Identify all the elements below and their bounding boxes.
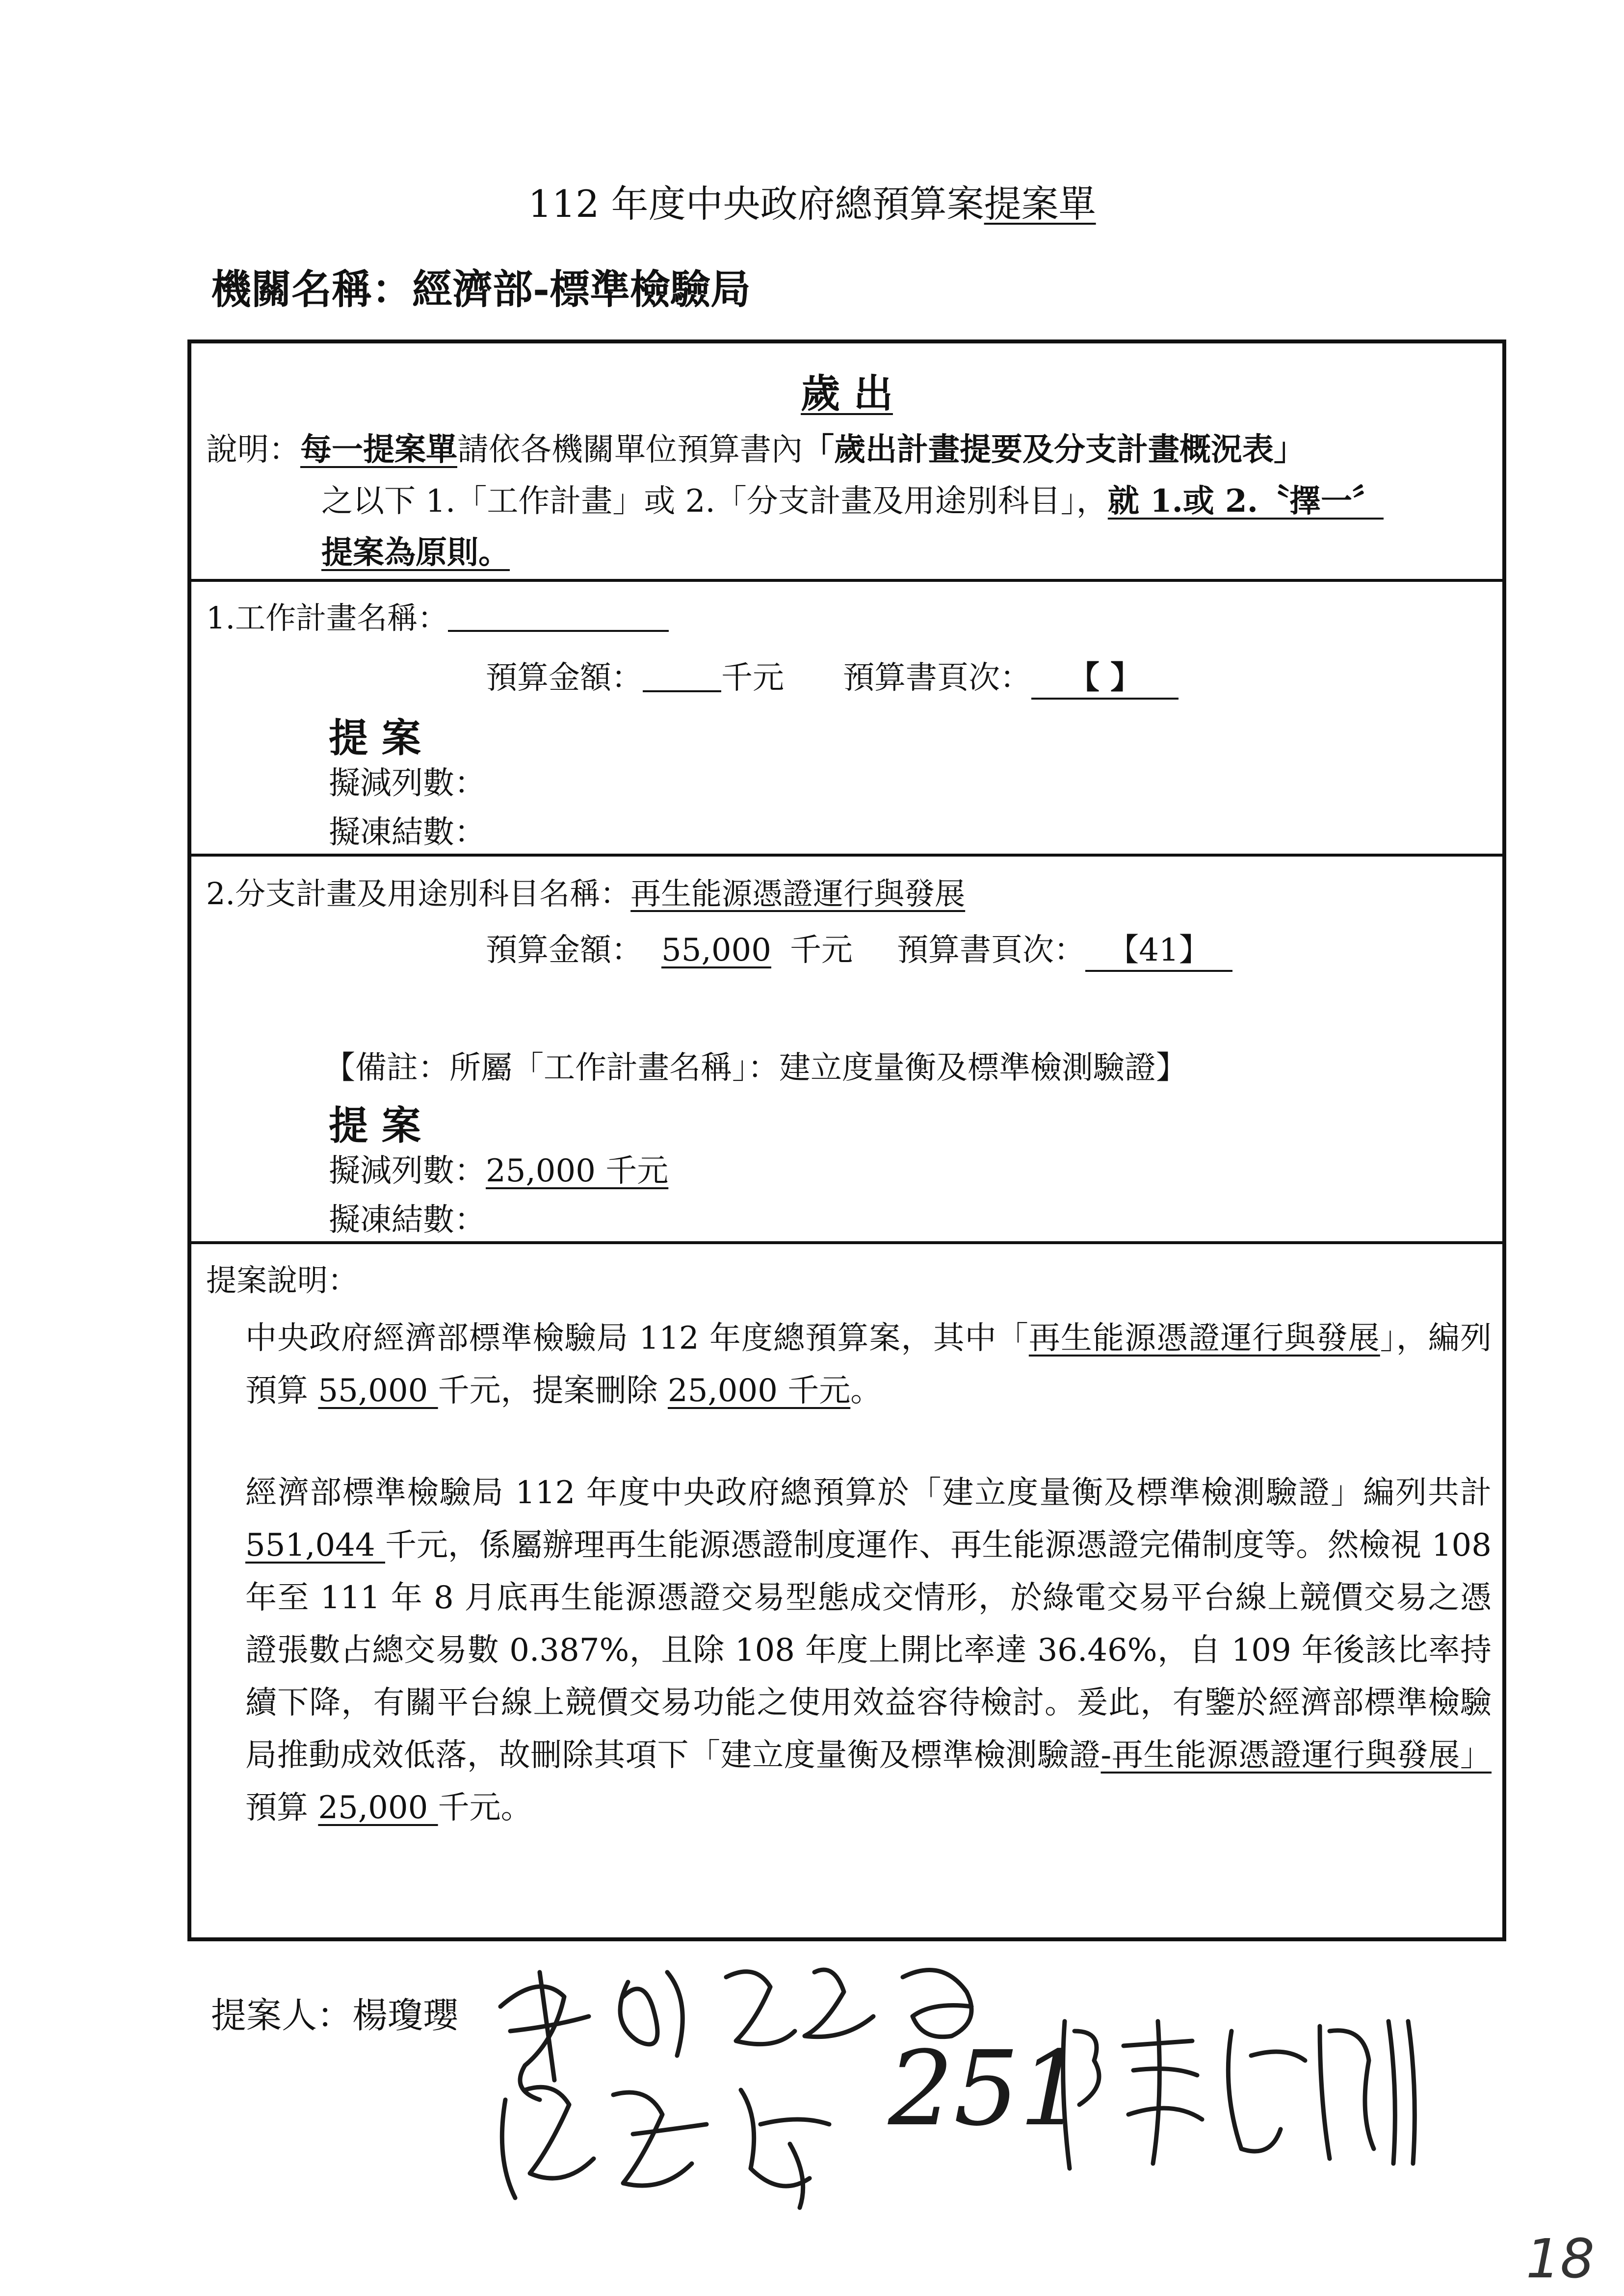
p1-cut-amount: 25,000 千元 (667, 1373, 851, 1409)
section2-reduce-row (329, 1146, 668, 1191)
agency-line (211, 258, 751, 315)
section1-name-blank (448, 600, 669, 632)
p1-program-name: 再生能源憑證運行與發展 (1028, 1320, 1380, 1357)
p1-text-e: 千元，提案刪除 (438, 1373, 668, 1409)
section2-budget-label: 預算金額： (486, 932, 643, 968)
p2-text-g: 千元。 (438, 1790, 532, 1826)
cosigner-number: 251 (888, 2029, 1085, 2149)
instruction-part3: 「歲出計畫提要及分支計畫概況表」 (803, 431, 1305, 468)
section1-budget-label: 預算金額： (486, 660, 643, 696)
p2-text-e: 預算 (245, 1790, 318, 1826)
signature-3 (878, 2002, 1442, 2178)
section1-budget-unit: 千元 (721, 660, 784, 696)
instruction-line2-prefix: 之以下 1.「工作計畫」或 2.「分支計畫及用途別科目」， (321, 483, 1108, 520)
section1-name-row (206, 594, 669, 637)
section1-reduce-label: 擬減列數： (329, 765, 486, 802)
section2-budget-value: 55,000 (661, 932, 771, 968)
p2-text-a: 經濟部標準檢驗局 112 年度中央政府總預算於「建立度量衡及標準檢測驗證」編列共計 (245, 1475, 1492, 1511)
proposer-line (211, 1987, 458, 2038)
section2-reduce-label: 擬減列數： (329, 1153, 486, 1189)
section2-budget-unit: 千元 (790, 932, 853, 968)
section2-remark: 【備註：所屬「工作計畫名稱」：建立度量衡及標準檢測驗證】 (324, 1050, 1187, 1086)
section-header: 歲 出 (801, 370, 893, 417)
proposal-form-table (187, 339, 1506, 1941)
page-number: 18 (1526, 2227, 1595, 2290)
section1-name-label: 1.工作計畫名稱： (206, 600, 448, 636)
instruction-line-3: 提案為原則。 (321, 534, 510, 571)
section1-freeze-label: 擬凍結數： (329, 814, 486, 851)
p2-cut-amount: 25,000 (318, 1790, 438, 1826)
section2-name-row (206, 869, 965, 913)
section2-name-label: 2.分支計畫及用途別科目名稱： (206, 876, 631, 912)
agency-value: 經濟部-標準檢驗局 (412, 266, 751, 313)
proposer-name: 楊瓊瓔 (352, 1995, 459, 2036)
p2-text-c: 千元，係屬辦理再生能源憑證制度運作、再生能源憑證完備制度等。然檢視 108 年至 111 年 8 月底再生能源憑證交易型態成交情形，於綠電交易平台線上競價交易之憑證張數占總交易數 0.387%，且除 108 年度上開比率達 36.46%，自 109 年後該比率持續下降，有關平台線上競價交易功能之使用效益容待檢討。爰此，有鑒於經濟部標準檢驗局推動成效低落，故刪除其項下「建立度量衡及標準檢測驗證 (245, 1527, 1492, 1774)
explanation-paragraph-1 (245, 1312, 1492, 1417)
p1-text-a: 中央政府經濟部標準檢驗局 112 年度總預算案，其中「 (245, 1320, 1029, 1357)
section2-page-value: 【41】 (1085, 925, 1232, 972)
divider-1 (191, 579, 1502, 582)
document-title (0, 174, 1624, 228)
p2-total-amount: 551,044 (245, 1527, 386, 1564)
section2-reduce-value: 25,000 千元 (486, 1153, 669, 1189)
instruction-part1: 每一提案單 (300, 431, 457, 468)
section2-page-label: 預算書頁次： (897, 932, 1085, 968)
section1-budget-row (486, 652, 1179, 700)
proposer-label: 提案人： (211, 1995, 353, 2036)
divider-2 (191, 854, 1502, 857)
divider-3 (191, 1241, 1502, 1244)
instruction-part2: 請依各機關單位預算書內 (457, 432, 803, 468)
instruction-lead: 說明： (206, 432, 300, 468)
section2-budget-row (486, 925, 1232, 972)
explanation-heading: 提案說明： (206, 1262, 359, 1298)
section1-budget-blank (643, 659, 721, 692)
p1-text-c: 」，編列預算 (245, 1320, 1492, 1409)
p2-program-name: -再生能源憑證運行與發展」 (1100, 1737, 1492, 1774)
title-prefix: 112 年度中央政府總預算案 (528, 182, 984, 226)
section1-page-value: 【 】 (1031, 652, 1179, 700)
instruction-line2-underlined: 就 1.或 2.〝擇一〞 (1107, 483, 1384, 520)
section1-page-label: 預算書頁次： (843, 660, 1031, 696)
instruction-line-1 (206, 424, 1305, 470)
section2-freeze-label: 擬凍結數： (329, 1202, 486, 1238)
instruction-line-2 (321, 476, 1384, 521)
p1-text-g: 。 (850, 1373, 882, 1409)
explanation-paragraph-2 (245, 1467, 1492, 1834)
agency-label: 機關名稱： (211, 266, 413, 313)
title-underlined: 提案單 (984, 182, 1096, 226)
section2-name-value: 再生能源憑證運行與發展 (630, 876, 966, 912)
section2-proposal-heading: 提 案 (329, 1102, 421, 1148)
section1-proposal-heading: 提 案 (329, 715, 421, 761)
p1-budget-amount: 55,000 (318, 1373, 438, 1409)
